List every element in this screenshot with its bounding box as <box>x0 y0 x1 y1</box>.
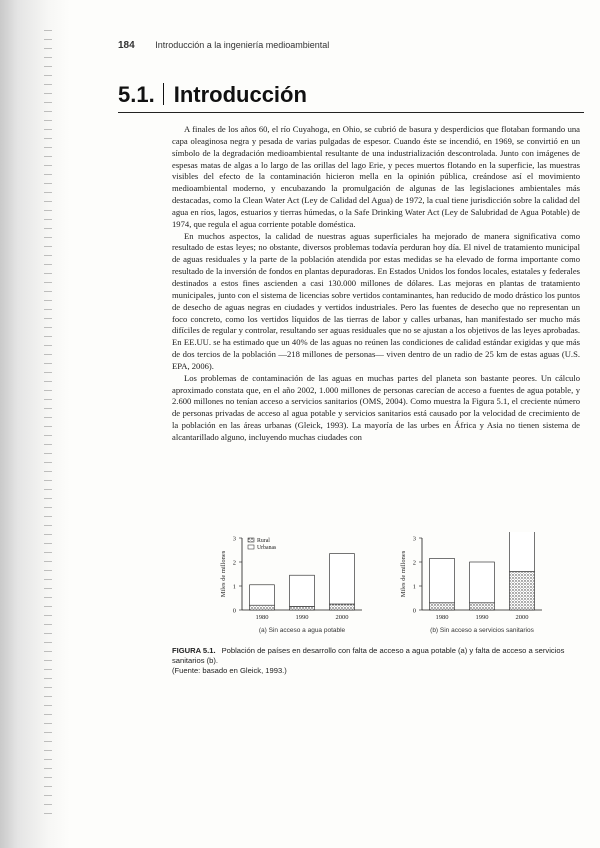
bar-urban <box>430 558 455 602</box>
figure-chart <box>200 532 580 642</box>
bar-rural <box>470 603 495 610</box>
paragraph: A finales de los años 60, el río Cuyahoga, en Ohio, se cubrió de basura y desperdicios que flotaban formando una capa oleaginosa negra y pesada de varias pulgadas de espesor. Cuando éste se incendió, en 1969, se convirtió en un símbolo de la degradación medioambiental resultante de una industrialización descontrolada. Junto con imágenes de espesas matas de algas a lo largo de las orillas del lago Erie, y peces muertos flotando en la superficie, las muestras visibles del efecto de la contaminación hicieron mella en la opinión pública, creándose así el movimiento medioambiental moderno, y encubazando la promulgación de algunas de las legislaciones ambientales más destacadas, como la Clean Water Act (Ley de Calidad del Agua) de 1972, la cual tiene jurisdicción sobre la calidad del agua en ríos, lagos, estuarios y tierras húmedas, o la Safe Drinking Water Act (Ley de Salubridad de Agua Potable) de 1974, que regula el agua corriente potable doméstica. <box>172 124 580 229</box>
section-heading <box>118 82 307 108</box>
y-tick-label: 0 <box>232 607 236 615</box>
legend-swatch <box>248 545 254 549</box>
caption-source: (Fuente: basado en Gleick, 1993.) <box>172 666 287 675</box>
bar-urban <box>510 532 535 572</box>
bar-rural <box>510 572 535 610</box>
bar-rural <box>290 606 315 610</box>
x-tick-label: 1990 <box>475 614 489 621</box>
figure-caption <box>172 646 572 676</box>
paragraph: Los problemas de contaminación de las aguas en muchas partes del planeta son bastante peores. Un cálculo aproximado constata que, en el año 2002, 1.000 millones de personas carecían de acceso a fuentes de agua potable, y 2.600 millones no tenían acceso a servicios sanitarios (OMS, 2004). Como muestra la Figura 5.1, el creciente número de personas privadas de acceso al agua potable y servicios sanitarios está causado por la velocidad de crecimiento de la población en las áreas urbanas (Gleick, 1993). La mayoría de las urbes en África y Asia no tienen sistema de alcantarillado alguno, incluyendo muchas ciudades con <box>172 372 580 442</box>
chart-subtitle: (a) Sin acceso a agua potable <box>258 627 346 634</box>
paragraph: En muchos aspectos, la calidad de nuestras aguas superficiales ha mejorado de manera significativa como resultado de estas leyes; no obstante, diversos problemas todavía perduran hoy día. El nivel de tratamiento municipal de aguas residuales y la parte de la población atendida por estas medidas se ha elevado de forma importante como resultado de la inversión de fondos en plantas depuradoras. En Estados Unidos los fondos locales, estatales y federales destinados a estos fines ascienden a casi 130.000 millones de dólares. Las mejoras en plantas de tratamiento municipales, junto con el sistema de licencias sobre vertidos contaminantes, han reducido de modo drástico los puntos de desecho de aguas negras en ciudades y vertidos industriales. Pero las fuentes de desecho que no representan un foco concreto, como los vertidos líquidos de las tierras de labor y calles urbanas, han manifestado ser mucho más difíciles de regular y controlar, resultando ser aguas residuales que no se ajustan a los objetivos de las leyes aprobadas. En EE.UU. se ha estimado que un 40% de las aguas no reúnen las condiciones de calidad estándar exigidas y que más de dos tercios de la población —218 millones de personas— viven dentro de un radio de 25 km de estas aguas (U.S. EPA, 2006). <box>172 230 580 371</box>
bar-rural <box>430 603 455 610</box>
x-tick-label: 1980 <box>255 614 269 621</box>
bar-urban <box>470 562 495 603</box>
section-title: Introducción <box>173 82 307 107</box>
y-axis-label: Miles de millones <box>400 550 407 598</box>
binding-shadow <box>0 0 70 848</box>
y-tick-label: 2 <box>412 559 416 567</box>
figure-label: FIGURA 5.1. <box>172 646 216 655</box>
section-number: 5.1. <box>118 82 155 107</box>
y-tick-label: 2 <box>232 559 236 567</box>
page-number: 184 <box>118 40 135 51</box>
caption-text: Población de países en desarrollo con falta de acceso a agua potable (a) y falta de acceso a servicios sanitarios (b). <box>172 646 565 665</box>
x-tick-label: 1990 <box>295 614 309 621</box>
y-axis-label: Miles de millones <box>220 550 227 598</box>
bar-urban <box>290 575 315 606</box>
x-tick-label: 1980 <box>435 614 449 621</box>
bar-urban <box>250 585 275 605</box>
bar-rural <box>330 604 355 610</box>
binding-edge-marks <box>44 30 52 820</box>
legend-swatch <box>248 538 254 542</box>
y-tick-label: 3 <box>412 535 416 543</box>
figure-5-1 <box>200 532 580 642</box>
running-head <box>118 40 588 51</box>
y-tick-label: 3 <box>232 535 236 543</box>
book-title: Introducción a la ingeniería medioambiental <box>155 40 330 50</box>
legend-label: Urbanas <box>257 545 277 551</box>
y-tick-label: 0 <box>412 607 416 615</box>
heading-rule <box>118 112 584 113</box>
x-tick-label: 2000 <box>515 614 529 621</box>
body-text <box>172 124 580 444</box>
x-tick-label: 2000 <box>335 614 349 621</box>
y-tick-label: 1 <box>412 583 416 591</box>
legend-label: Rural <box>257 538 270 544</box>
y-tick-label: 1 <box>232 583 236 591</box>
chart-subtitle: (b) Sin acceso a servicios sanitarios <box>430 627 534 634</box>
heading-divider <box>163 83 164 105</box>
bar-rural <box>250 605 275 610</box>
bar-urban <box>330 554 355 604</box>
